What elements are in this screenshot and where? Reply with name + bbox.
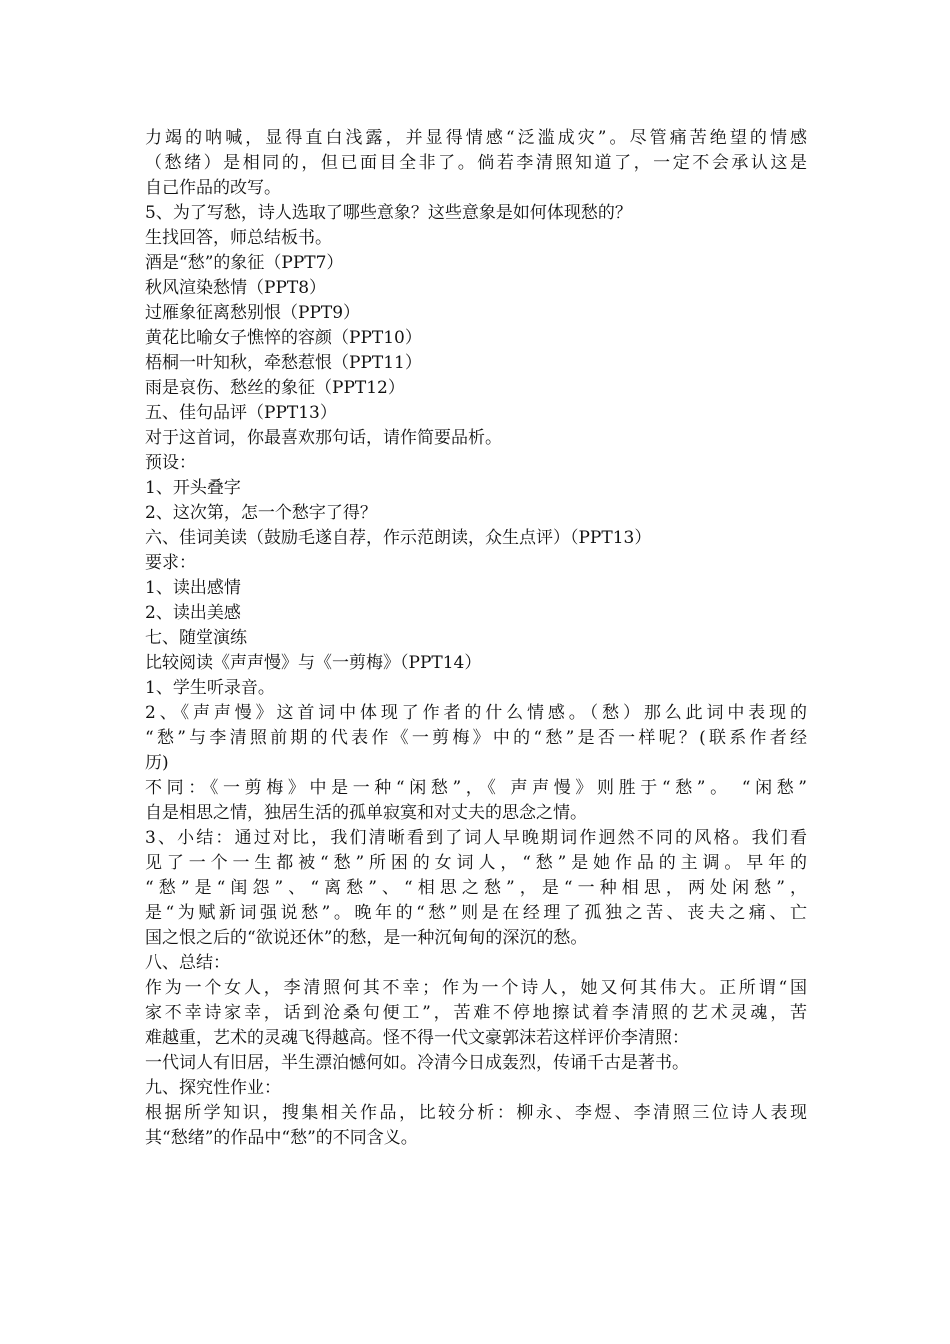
text-line: 国之恨之后的“欲说还休”的愁，是一种沉甸甸的深沉的愁。 [145, 928, 588, 948]
text-line: 秋风渲染愁情（PPT8） [145, 278, 327, 298]
text-line: 2、读出美感 [145, 603, 241, 623]
text-line: 作为一个女人，李清照何其不幸；作为一个诗人，她又何其伟大。正所谓“国 [145, 978, 807, 998]
text-line: 黄花比喻女子憔悴的容颜（PPT10） [145, 328, 422, 348]
text-line: 历) [145, 753, 169, 773]
text-line: 5、为了写愁，诗人选取了哪些意象？这些意象是如何体现愁的？ [145, 203, 632, 223]
text-line: 自是相思之情，独居生活的孤单寂寞和对丈夫的思念之情。 [145, 803, 587, 823]
text-line: 自己作品的改写。 [145, 178, 281, 198]
text-line: 其“愁绪”的作品中“愁”的不同含义。 [145, 1128, 418, 1148]
text-line: 比较阅读《声声慢》与《一剪梅》（PPT14） [145, 653, 482, 673]
text-line: 1、开头叠字 [145, 478, 241, 498]
text-line: “愁”与李清照前期的代表作《一剪梅》中的“愁”是否一样呢？(联系作者经 [145, 728, 807, 748]
text-line: 八、总结： [145, 953, 230, 973]
text-line: 不同：《一剪梅》中是一种“闲愁”，《 声声慢》则胜于“愁”。 “闲愁” [145, 778, 807, 798]
text-line: 1、学生听录音。 [145, 678, 275, 698]
text-line: （愁绪）是相同的，但已面目全非了。倘若李清照知道了，一定不会承认这是 [145, 153, 807, 173]
text-line: 九、探究性作业： [145, 1078, 281, 1098]
text-line: 难越重，艺术的灵魂飞得越高。怪不得一代文豪郭沫若这样评价李清照： [145, 1028, 689, 1048]
text-line: 过雁象征离愁别恨（PPT9） [145, 303, 361, 323]
text-line: 酒是“愁”的象征（PPT7） [145, 253, 344, 273]
text-line: 3、小结：通过对比，我们清晰看到了词人早晚期词作迥然不同的风格。我们看 [145, 828, 807, 848]
document-body [145, 126, 807, 1151]
text-line: 七、随堂演练 [145, 628, 247, 648]
text-line: 生找回答，师总结板书。 [145, 228, 332, 248]
text-line: 预设： [145, 453, 196, 473]
text-line: 是“为赋新词强说愁”。晚年的“愁”则是在经理了孤独之苦、丧夫之痛、亡 [145, 903, 807, 923]
text-line: 六、佳词美读（鼓励毛遂自荐，作示范朗读，众生点评）（PPT13） [145, 528, 652, 548]
text-line: 要求： [145, 553, 196, 573]
text-line: 梧桐一叶知秋，牵愁惹恨（PPT11） [145, 353, 422, 373]
text-line: 雨是哀伤、愁丝的象征（PPT12） [145, 378, 405, 398]
text-line: 1、读出感情 [145, 578, 241, 598]
text-line: 力竭的呐喊，显得直白浅露，并显得情感“泛滥成灾”。尽管痛苦绝望的情感 [145, 128, 807, 148]
text-line: 见了一个一生都被“愁”所困的女词人，“愁”是她作品的主调。早年的 [145, 853, 807, 873]
text-line: 家不幸诗家幸，话到沧桑句便工”，苦难不停地擦试着李清照的艺术灵魂，苦 [145, 1003, 807, 1023]
text-line: 一代词人有旧居，半生漂泊憾何如。冷清今日成轰烈，传诵千古是著书。 [145, 1053, 689, 1073]
text-line: 2、这次第，怎一个愁字了得？ [145, 503, 377, 523]
text-line: 2、《声声慢》这首词中体现了作者的什么情感。（愁）那么此词中表现的 [145, 703, 807, 723]
text-line: 根据所学知识，搜集相关作品，比较分析：柳永、李煜、李清照三位诗人表现 [145, 1103, 807, 1123]
text-line: 五、佳句品评（PPT13） [145, 403, 337, 423]
text-line: 对于这首词，你最喜欢那句话，请作简要品析。 [145, 428, 502, 448]
text-line: “愁”是“闺怨”、“离愁”、“相思之愁”，是“一种相思，两处闲愁”， [145, 878, 807, 898]
